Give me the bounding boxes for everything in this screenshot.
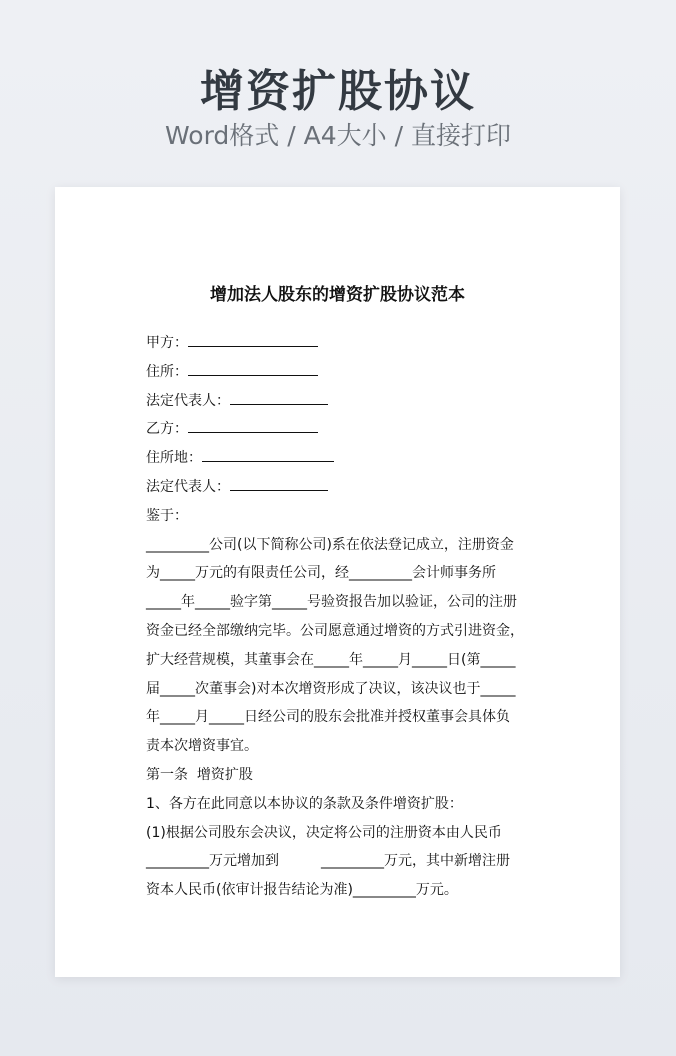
clause-line: 1、各方在此同意以本协议的条款及条件增资扩股： (146, 795, 463, 812)
legal-rep2-blank (230, 476, 328, 491)
document-title: 增加法人股东的增资扩股协议范本 (210, 285, 465, 305)
page-title: 增资扩股协议 (200, 66, 476, 117)
party-a-label: 甲方： (146, 335, 188, 351)
paragraph-line: 为_____万元的有限责任公司，经_________会计师事务所 (146, 565, 496, 582)
clause-line: 资本人民币(依审计报告结论为准)_________万元。 (146, 882, 458, 899)
address-line (146, 358, 546, 387)
document-body (146, 329, 546, 905)
paragraph-line: _________公司(以下简称公司)系在依法登记成立，注册资金 (146, 536, 514, 553)
document-page (55, 187, 620, 977)
paragraph-line: 责本次增资事宜。 (146, 738, 258, 755)
clause-line-split (146, 847, 546, 876)
article-heading: 第一条 增资扩股 (146, 766, 253, 783)
page-subtitle: Word格式 / A4大小 / 直接打印 (165, 121, 511, 150)
party-b-line (146, 415, 546, 444)
clause-segment: _________万元，其中新增注册 (321, 853, 510, 870)
paragraph-line: 扩大经营规模，其董事会在_____年_____月_____日(第_____ (146, 651, 516, 668)
legal-rep-blank (230, 390, 328, 405)
legal-rep2-label: 法定代表人： (146, 478, 230, 495)
paragraph-line: 资金已经全部缴纳完毕。公司愿意通过增资的方式引进资金， (146, 622, 524, 639)
legal-rep-label: 法定代表人： (146, 392, 230, 409)
paragraph-line: 届_____次董事会)对本次增资形成了决议，该决议也于_____ (146, 680, 516, 697)
party-a-blank (188, 332, 318, 347)
address2-label: 住所地： (146, 450, 202, 467)
whereas-line: 鉴于： (146, 507, 188, 524)
address2-blank (202, 447, 334, 462)
legal-rep-line (146, 387, 546, 416)
address-blank (188, 361, 318, 376)
clause-segment: _________万元增加到 (146, 853, 279, 870)
address-label: 住所： (146, 363, 188, 380)
party-b-blank (188, 418, 318, 433)
party-a-line (146, 329, 546, 358)
paragraph-line: _____年_____验字第_____号验资报告加以验证，公司的注册 (146, 594, 517, 611)
legal-rep2-line (146, 473, 546, 502)
party-b-label: 乙方： (146, 421, 188, 438)
paragraph-line: 年_____月_____日经公司的股东会批准并授权董事会具体负 (146, 709, 510, 726)
address2-line (146, 444, 546, 473)
clause-line: (1)根据公司股东会决议，决定将公司的注册资本由人民币 (146, 824, 502, 841)
